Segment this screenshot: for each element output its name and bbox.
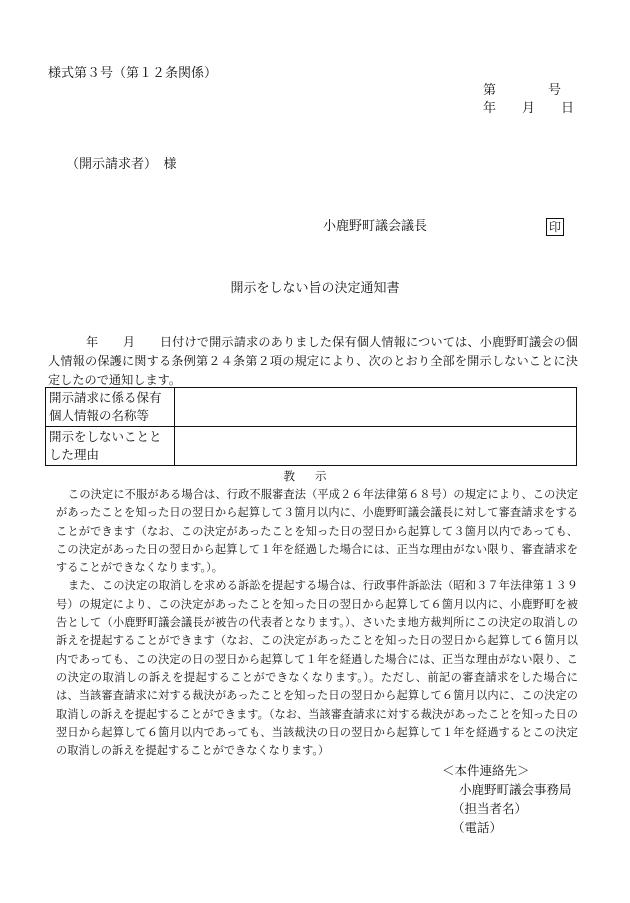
document-date: 年 月 日 <box>483 101 575 116</box>
notice-heading: 教示 <box>283 469 347 483</box>
table-row <box>46 427 577 466</box>
info-table <box>45 387 577 466</box>
contact-office: 小鹿野町議会事務局 <box>459 782 572 797</box>
table-value-info-name[interactable] <box>175 388 577 427</box>
table-label-reason: 開示をしないこととした理由 <box>46 427 175 466</box>
notice-paragraph-1: この決定に不服がある場合は、行政不服審査法（平成２６年法律第６８号）の規定により、この決定があったことを知った日の翌日から起算して３箇月以内に、小鹿野町議会議長に対して審査請求をすることができます（なお、この決定があったことを知った日の翌日から起算して３箇月以内であっても、この決定があった日の翌日から起算して１年を経過した場合には、正当な理由がない限り、審査請求をすることができなくなります。）。 <box>56 488 578 575</box>
table-label-info-name: 開示請求に係る保有個人情報の名称等 <box>46 388 175 427</box>
contact-person: （担当者名） <box>452 801 528 816</box>
contact-heading: ＜本件連絡先＞ <box>442 763 530 778</box>
intro-text: 年 月 日付けで開示請求のありました保有個人情報については、小鹿野町議会の個人情報の保護に関する条例第２４条第２項の規定により、次のとおり全部を開示しないことに決定したので通知します。 <box>48 335 578 387</box>
contact-block <box>442 761 572 837</box>
document-title: 開示をしない旨の決定通知書 <box>230 281 400 296</box>
seal-mark: 印 <box>546 218 564 236</box>
addressee: （開示請求者） 様 <box>66 157 177 172</box>
contact-phone: （電話） <box>452 820 503 835</box>
notice-body <box>56 486 578 760</box>
table-row <box>46 388 577 427</box>
intro-paragraph <box>48 333 578 390</box>
table-value-reason[interactable] <box>175 427 577 466</box>
notice-paragraph-2: また、この決定の取消しを求める訴訟を提起する場合は、行政事件訴訟法（昭和３７年法律第１３９号）の規定により、この決定があったことを知った日の翌日から起算して６箇月以内に、小鹿野町を被告として（小鹿野町議会議長が被告の代表者となります。）、さいたま地方裁判所にこの決定の取消しの訴えを提起することができます（なお、この決定があったことを知った日の翌日から起算して６箇月以内であっても、この決定の日の翌日から起算して１年を経過した場合には、正当な理由がない限り、この決定の取消しの訴えを提起することができなくなります。）。ただし、前記の審査請求をした場合には、当該審査請求に対する裁決があったことを知った日の翌日から起算して６箇月以内に、この決定の取消しの訴えを提起することができます。（なお、当該審査請求に対する裁決があったことを知った日の翌日から起算して６箇月以内であっても、当該裁決の日の翌日から起算して１年を経過するとこの決定の取消しの訴えを提起することができなくなります。） <box>56 579 578 758</box>
form-number: 様式第３号（第１２条関係） <box>48 66 218 81</box>
issuer-name: 小鹿野町議会議長 <box>323 219 428 234</box>
document-number: 第 号 <box>483 83 562 98</box>
